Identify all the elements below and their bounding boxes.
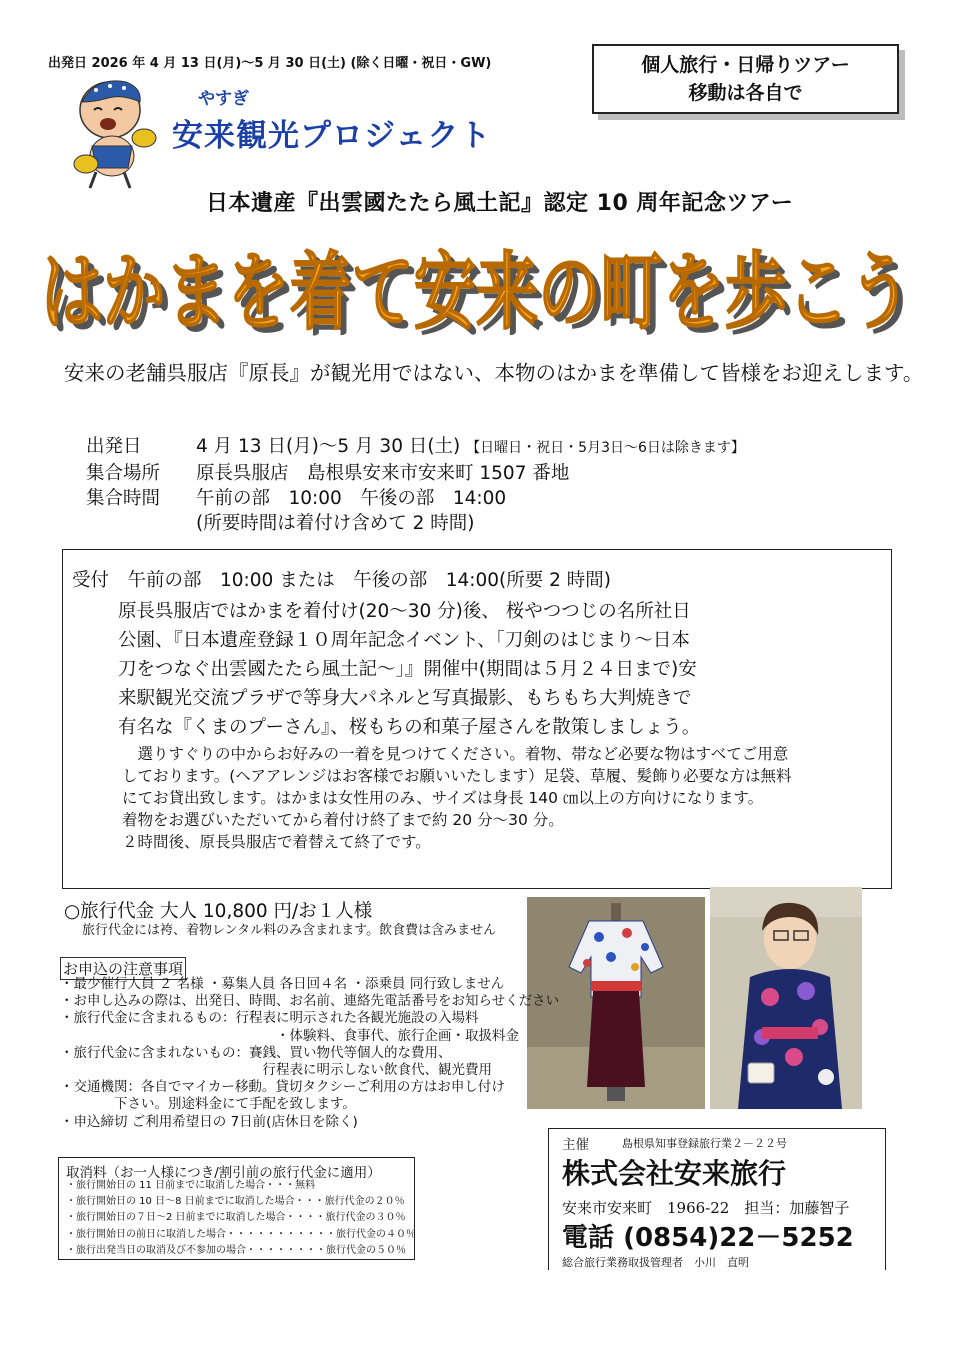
tour-type-line1: 個人旅行・日帰りツアー — [641, 54, 850, 76]
meeting-place-value: 原長呉服店 島根県安来市安来町 1507 番地 — [196, 463, 570, 484]
headline-shadow: はかまを着て安来の町を歩こう — [47, 249, 917, 347]
reception-sub-line: 選りすぐりの中からお好みの一着を見つけてください。着物、帯など必要な物はすべてご用意 — [122, 745, 789, 763]
price-main: ○旅行代金 大人 10,800 円/お１人様 — [64, 901, 373, 922]
departure-value: 4 月 13 日(月)～5 月 30 日(土) — [196, 436, 461, 457]
tour-type-box — [592, 44, 899, 114]
tour-type-line2: 移動は各自で — [688, 82, 803, 104]
reception-body-line: 刀をつなぐ出雲國たたら風土記～」』開催中(期間は５月２４日まで)安 — [118, 659, 697, 680]
tour-details — [86, 434, 745, 536]
notes-item: 下さい。別途料金にて手配を致します。 — [60, 1096, 356, 1113]
mascot-image — [66, 72, 162, 190]
project-kana: やすぎ — [198, 89, 249, 109]
meeting-time-value: 午前の部 10:00 午後の部 14:00 — [196, 488, 507, 509]
reception-body-line: 有名な『くまのプーさん』、桜もちの和菓子屋さんを散策しましょう。 — [118, 717, 701, 738]
notes-item: ・交通機関：各自でマイカー移動。貸切タクシーご利用の方はお申し付け — [60, 1079, 505, 1096]
reception-body-line: 公園、『日本遺産登録１０周年記念イベント、「刀剣のはじまり～日本 — [118, 630, 690, 651]
meeting-time-label: 集合時間 — [86, 488, 161, 509]
reception-body-line: 来駅観光交流プラザで等身大パネルと写真撮影、もちもち大判焼きで — [118, 688, 692, 709]
cancellation-item: ・旅行開始日の 11 日前までに取消した場合・・・無料 — [66, 1180, 316, 1191]
cancellation-item: ・旅行開始日の 10 日～8 日前までに取消した場合・・・旅行代金の２０％ — [66, 1196, 405, 1208]
meeting-place-label: 集合場所 — [86, 463, 161, 484]
notes-item: ・旅行代金に含まれないもの：賽銭、買い物代等個人的な費用、 — [60, 1044, 452, 1061]
organizer-registration: 島根県知事登録旅行業２－２２号 — [622, 1137, 787, 1150]
price-sub: 旅行代金には袴、着物レンタル料のみ含まれます。飲食費は含みません — [82, 923, 497, 938]
reception-head: 受付 午前の部 10:00 または 午後の部 14:00(所要 2 時間) — [72, 570, 611, 591]
project-name: 安来観光プロジェクト — [172, 118, 492, 154]
organizer-label: 主催 — [562, 1137, 589, 1153]
reception-sub-line: ２時間後、原長呉服店で着替えて終了です。 — [122, 833, 431, 851]
cancellation-title: 取消料（お一人様につき/割引前の旅行代金に適用） — [66, 1165, 381, 1181]
cancellation-item: ・旅行出発当日の取消及び不参加の場合・・・・・・・・旅行代金の５０％ — [66, 1244, 406, 1256]
notes-item: ・最少催行人員 ２ 名様 ・募集人員 各日回４名 ・添乗員 同行致しません — [60, 976, 505, 992]
notes-title: お申込の注意事項 — [60, 957, 186, 980]
organizer-address: 安来市安来町 1966-22 担当：加藤智子 — [562, 1199, 850, 1217]
notes-item: 行程表に明示しない飲食代、観光費用 — [60, 1062, 492, 1079]
reception-sub-line: 着物をお選びいただいてから着付け終了まで約 20 分～30 分。 — [122, 811, 564, 829]
reception-body-line: 原長呉服店ではかまを着付け(20～30 分)後、 桜やつつじの名所社日 — [118, 601, 691, 622]
phone-number[interactable]: (0854)22－5252 — [623, 1223, 854, 1253]
organizer-manager: 総合旅行業務取扱管理者 小川 直明 — [562, 1256, 749, 1269]
reception-body — [118, 597, 878, 742]
duration-note: (所要時間は着付け含めて 2 時間) — [196, 513, 475, 534]
notes-item: ・旅行代金に含まれるもの：行程表に明示された各観光施設の入場料 — [60, 1010, 479, 1027]
notes-list — [60, 976, 559, 1131]
cancellation-item: ・旅行開始日の７日～2 日前までに取消した場合・・・・旅行代金の３０％ — [66, 1212, 406, 1224]
headline-text: はかまを着て安来の町を歩こう — [41, 243, 911, 341]
departure-range: 出発日 2026 年 4 月 13 日(月)～5 月 30 日(土) (除く日曜・祝日・GW) — [48, 56, 492, 71]
departure-note: 【日曜日・祝日・5月3日～6日は除きます】 — [466, 440, 745, 456]
departure-label: 出発日 — [86, 436, 142, 457]
cancellation-item: ・旅行開始日の前日に取消した場合・・・・・・・・・・・旅行代金の４０％ — [66, 1228, 416, 1240]
organizer-name: 株式会社安来旅行 — [562, 1157, 787, 1190]
phone-label: 電話 — [562, 1223, 615, 1253]
subtitle: 日本遺産『出雲國たたら風土記』認定 10 周年記念ツアー — [206, 191, 794, 216]
reception-sub-line: しております。(ヘアアレンジはお客様でお願いいたします）足袋、草履、髪飾り必要な方は無料 — [122, 767, 792, 785]
reception-sub-line: にてお貸出致します。はかまは女性用のみ、サイズは身長 140 ㎝以上の方向けになります。 — [122, 789, 764, 807]
notes-item: ・体験料、食事代、旅行企画・取扱料金 — [60, 1027, 519, 1044]
intro-text: 安来の老舗呉服店『原長』が観光用ではない、本物のはかまを準備して皆様をお迎えします。 — [64, 361, 924, 385]
cancellation-list — [66, 1178, 416, 1259]
hakama-model-photo — [710, 887, 862, 1109]
reception-sub — [122, 743, 902, 853]
organizer-phone — [562, 1217, 854, 1254]
notes-item: ・お申し込みの際は、出発日、時間、お名前、連絡先電話番号をお知らせください — [60, 993, 560, 1010]
headline — [38, 235, 928, 355]
notes-item: ・申込締切 ご利用希望日の 7日前(店休日を除く) — [60, 1113, 358, 1130]
